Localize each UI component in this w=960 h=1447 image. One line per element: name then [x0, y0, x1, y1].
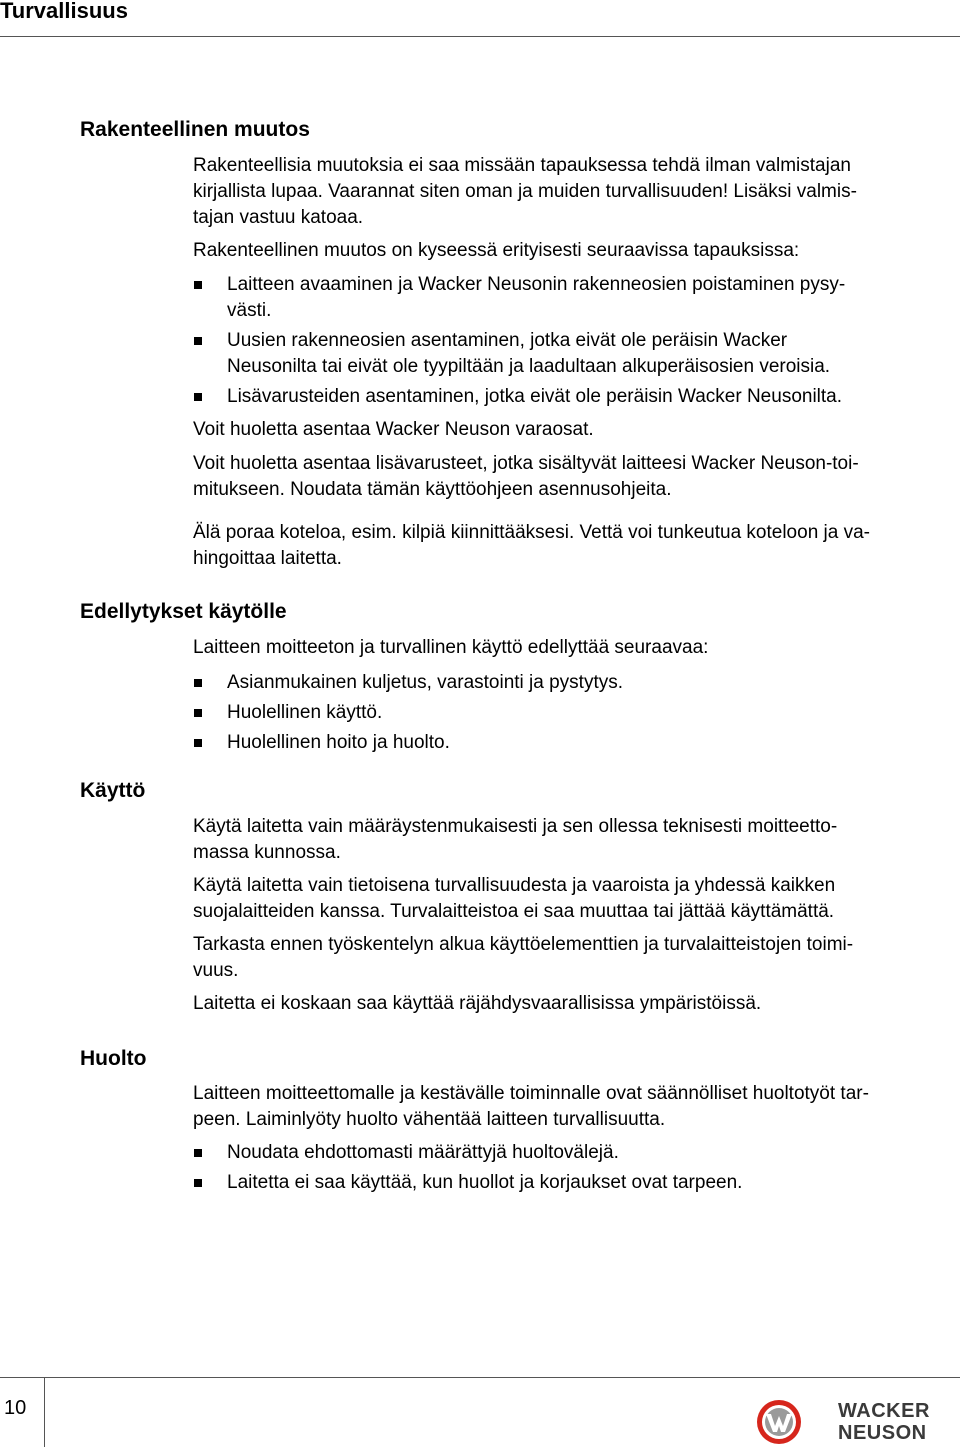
- wacker-neuson-emblem-icon: [754, 1397, 804, 1447]
- footer-vertical-divider: [44, 1377, 45, 1447]
- bullet-list-edellytykset: [193, 670, 953, 760]
- bullet-list-rakenteellinen: [193, 272, 953, 414]
- list-item: Lisävarusteiden asentaminen, jotka eivät ole peräisin Wacker Neusonilta.: [193, 384, 953, 410]
- list-item: Laitteen avaaminen ja Wacker Neusonin rakenneosien poistaminen pysy- västi.: [193, 272, 953, 324]
- list-item: Asianmukainen kuljetus, varastointi ja pystytys.: [193, 670, 953, 696]
- bullet-square-icon: [194, 739, 202, 747]
- paragraph-kaytto-2: Käytä laitetta vain tietoisena turvallisuudesta ja vaaroista ja yhdessä kaikken suojalaitteiden kanssa. Turvalaitteistoa ei saa muuttaa tai jättää käyttämättä.: [193, 875, 836, 922]
- bullet-square-icon: [194, 1179, 202, 1187]
- list-item: Noudata ehdottomasti määrättyjä huoltovälejä.: [193, 1140, 953, 1166]
- paragraph-kaytto-4: Laitetta ei koskaan saa käyttää räjähdysvaarallisissa ympäristöissä.: [193, 993, 762, 1014]
- footer-divider: [0, 1377, 960, 1378]
- section-heading-rakenteellinen: Rakenteellinen muutos: [80, 118, 310, 141]
- bullet-list-huolto: [193, 1140, 953, 1200]
- paragraph-rakenteellinen-3: Voit huoletta asentaa Wacker Neuson varaosat.: [193, 419, 594, 440]
- bullet-square-icon: [194, 393, 202, 401]
- paragraph-edellytykset-1: Laitteen moitteeton ja turvallinen käyttö edellyttää seuraavaa:: [193, 637, 709, 658]
- paragraph-kaytto-3: Tarkasta ennen työskentelyn alkua käyttöelementtien ja turvalaitteistojen toimi- vuus.: [193, 934, 854, 981]
- paragraph-rakenteellinen-2: Rakenteellinen muutos on kyseessä erityisesti seuraavissa tapauksissa:: [193, 240, 800, 261]
- logo-text-neuson: NEUSON: [838, 1422, 927, 1444]
- section-heading-huolto: Huolto: [80, 1047, 147, 1070]
- paragraph-huolto-1: Laitteen moitteettomalle ja kestävälle toiminnalle ovat säännölliset huoltotyöt tar- peen. Laiminlyöty huolto vähentää laitteen turvallisuutta.: [193, 1083, 869, 1130]
- bullet-square-icon: [194, 679, 202, 687]
- section-heading-edellytykset: Edellytykset käytölle: [80, 600, 287, 623]
- wacker-neuson-logo: [754, 1397, 960, 1447]
- paragraph-rakenteellinen-4: Voit huoletta asentaa lisävarusteet, jotka sisältyvät laitteesi Wacker Neuson-toi- mitukseen. Noudata tämän käyttöohjeen asennusohjeita.: [193, 453, 859, 500]
- list-item: Huolellinen käyttö.: [193, 700, 953, 726]
- paragraph-rakenteellinen-1: Rakenteellisia muutoksia ei saa missään tapauksessa tehdä ilman valmistajan kirjallista lupaa. Vaarannat siten oman ja muiden turvallisuuden! Lisäksi valmis- tajan vastuu katoaa.: [193, 155, 857, 228]
- header-divider: [0, 36, 960, 37]
- paragraph-rakenteellinen-5: Älä poraa koteloa, esim. kilpiä kiinnittääksesi. Vettä voi tunkeutua koteloon ja va- hingoittaa laitetta.: [193, 522, 870, 569]
- logo-text-wacker: WACKER: [838, 1400, 930, 1422]
- bullet-square-icon: [194, 1149, 202, 1157]
- list-item: Huolellinen hoito ja huolto.: [193, 730, 953, 756]
- bullet-square-icon: [194, 281, 202, 289]
- page-number: 10: [4, 1397, 27, 1419]
- section-heading-kaytto: Käyttö: [80, 779, 146, 802]
- bullet-square-icon: [194, 337, 202, 345]
- bullet-square-icon: [194, 709, 202, 717]
- paragraph-kaytto-1: Käytä laitetta vain määräystenmukaisesti ja sen ollessa teknisesti moitteetto- massa kunnossa.: [193, 816, 838, 863]
- list-item: Laitetta ei saa käyttää, kun huollot ja korjaukset ovat tarpeen.: [193, 1170, 953, 1196]
- list-item: Uusien rakenneosien asentaminen, jotka eivät ole peräisin Wacker Neusonilta tai eivät ole tyypiltään ja laadultaan alkuperäisosien veroisia.: [193, 328, 953, 380]
- page-header-title: Turvallisuus: [0, 0, 128, 23]
